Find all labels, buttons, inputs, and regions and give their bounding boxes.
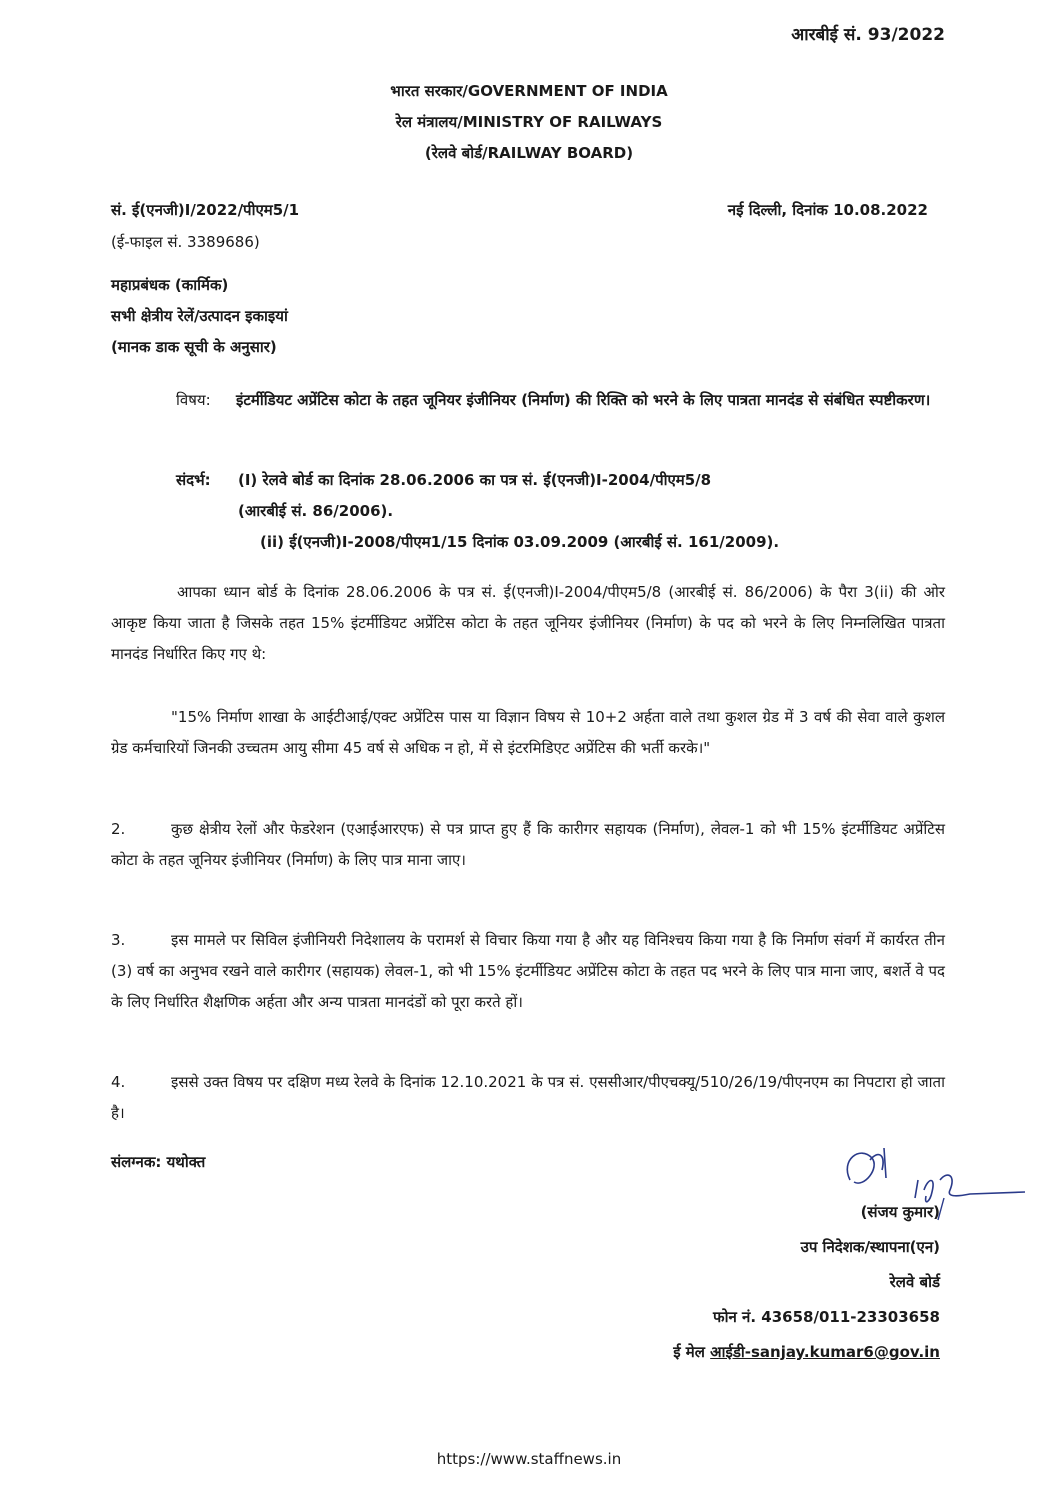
paragraph-number: 2. [111,820,126,838]
quoted-criteria: "15% निर्माण शाखा के आईटीआई/एक्ट अप्रेंटिस पास या विज्ञान विषय से 10+2 अर्हता वाले तथा कुशल ग्रेड में 3 वर्ष की सेवा वाले कुशल ग्रेड कर्मचारियों जिनकी उच्चतम आयु सीमा 45 वर्ष से अधिक न हो, में से इंटरमिडिएट अप्रेंटिस की भर्ती करके।" [111,708,945,757]
references-block [176,465,944,558]
letterhead-ministry: रेल मंत्रालय/MINISTRY OF RAILWAYS [395,113,663,131]
addressee-line: सभी क्षेत्रीय रेलें/उत्पादन इकाइयां [111,307,288,325]
footer-url[interactable]: https://www.staffnews.in [436,1450,622,1468]
subject-text: इंटर्मीडियट अप्रेंटिस कोटा के तहत जूनियर इंजीनियर (निर्माण) की रिक्ति को भरने के लिए पात्रता मानदंड से संबंधित स्पष्टीकरण। [236,391,931,409]
letterhead-board: (रेलवे बोर्ड/RAILWAY BOARD) [424,144,634,162]
email-label: ई मेल [673,1343,705,1361]
signatory-email-line [673,1335,940,1370]
addressee-line: महाप्रबंधक (कार्मिक) [111,276,229,294]
paragraph-text: इससे उक्त विषय पर दक्षिण मध्य रेलवे के दिनांक 12.10.2021 के पत्र सं. एससीआर/पीएचक्यू/510/26/19/पीएनएम का निपटारा हो जाता है। [111,1073,945,1122]
signatory-designation: उप निदेशक/स्थापना(एन) [800,1238,940,1256]
letterhead-government: भारत सरकार/GOVERNMENT OF INDIA [390,82,668,100]
signature-block [673,1195,940,1370]
reference-item: (I) रेलवे बोर्ड का दिनांक 28.06.2006 का पत्र सं. ई(एनजी)I-2004/पीएम5/8 [238,471,712,489]
enclosure-note: संलग्नक: यथोक्त [111,1153,206,1171]
subject-block [176,385,944,416]
efile-number: (ई-फाइल सं. 3389686) [111,233,260,251]
reference-item: (ii) ई(एनजी)I-2008/पीएम1/15 दिनांक 03.09.2009 (आरबीई सं. 161/2009). [260,533,780,551]
reference-item: (आरबीई सं. 86/2006). [238,502,394,520]
letterhead [0,76,1058,169]
body-paragraph-4 [111,1067,945,1129]
body-paragraph-2 [111,814,945,876]
rbe-number: आरबीई सं. 93/2022 [791,25,945,45]
paragraph-number: 4. [111,1073,126,1091]
subject-label: विषय: [176,391,211,409]
signatory-office: रेलवे बोर्ड [889,1273,940,1291]
body-paragraph-3 [111,925,945,1018]
addressee-block [111,270,288,363]
place-date: नई दिल्ली, दिनांक 10.08.2022 [727,201,928,219]
paragraph-text: कुछ क्षेत्रीय रेलों और फेडरेशन (एआईआरएफ) से पत्र प्राप्त हुए हैं कि कारीगर सहायक (निर्माण), लेवल-1 को भी 15% इंटर्मीडियट अप्रेंटिस कोटा के तहत जूनियर इंजीनियर (निर्माण) के लिए पात्र माना जाए। [111,820,945,869]
email-link[interactable]: आईडी-sanjay.kumar6@gov.in [710,1343,940,1361]
body-paragraph-1: आपका ध्यान बोर्ड के दिनांक 28.06.2006 के पत्र सं. ई(एनजी)I-2004/पीएम5/8 (आरबीई सं. 86/2006) के पैरा 3(ii) की ओर आकृष्ट किया जाता है जिसके तहत 15% इंटर्मीडियट अप्रेंटिस कोटा के तहत जूनियर इंजीनियर (निर्माण) के पद को भरने के लिए निम्नलिखित पात्रता मानदंड निर्धारित किए गए थे: [111,583,945,663]
addressee-line: (मानक डाक सूची के अनुसार) [111,338,277,356]
paragraph-text: इस मामले पर सिविल इंजीनियरी निदेशालय के परामर्श से विचार किया गया है और यह विनिश्चय किया गया है कि निर्माण संवर्ग में कार्यरत तीन (3) वर्ष का अनुभव रखने वाले कारीगर (सहायक) लेवल-1, को भी 15% इंटर्मीडियट अप्रेंटिस कोटा के तहत पद भरने के लिए पात्र माना जाए, बशर्ते वे पद के लिए निर्धारित शैक्षणिक अर्हता और अन्य पात्रता मानदंडों को पूरा करते हों। [111,931,945,1011]
letter-reference [111,194,299,258]
paragraph-number: 3. [111,931,126,949]
letter-number: सं. ई(एनजी)I/2022/पीएम5/1 [111,201,300,219]
signatory-name: (संजय कुमार) [860,1203,940,1221]
signatory-phone: फोन नं. 43658/011-23303658 [713,1308,940,1326]
references-label: संदर्भ: [176,471,211,489]
